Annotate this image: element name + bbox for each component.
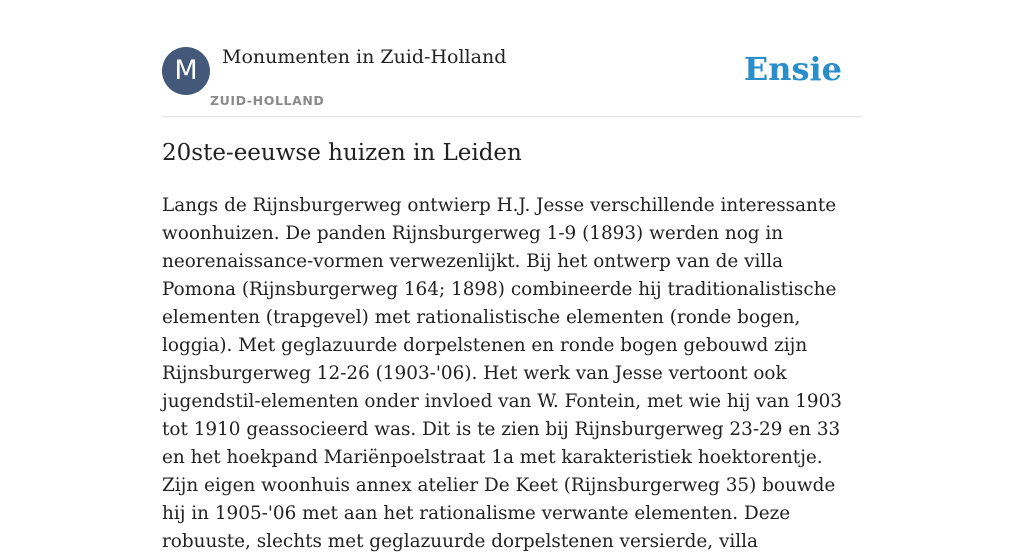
collection-title[interactable]: Monumenten in Zuid-Holland xyxy=(222,46,507,68)
collection-header xyxy=(162,0,862,117)
entry-body: Langs de Rijnsburgerweg ontwierp H.J. Jesse verschillende interessante woonhuizen. De panden Rijnsburgerweg 1-9 (1893) werden nog in neorenaissance-vormen verwezenlijkt. Bij het ontwerp van de villa Pomona (Rijnsburgerweg 164; 1898) combineerde hij traditionalistische elementen (trapgevel) met rationalistische elementen (ronde bogen, loggia). Met geglazuurde dorpelstenen en ronde bogen gebouwd zijn Rijnsburgerweg 12-26 (1903-'06). Het werk van Jesse vertoont ook jugendstil-elementen onder invloed van W. Fontein, met wie hij van 1903 tot 1910 geassocieerd was. Dit is te zien bij Rijnsburgerweg 23-29 en 33 en het hoekpand Mariënpoelstraat 1a met karakteristiek hoektorentje. Zijn eigen woonhuis annex atelier De Keet (Rijnsburgerweg 35) bouwde hij in 1905-'06 met aan het rationalisme verwante elementen. Deze robuuste, slechts met geglazuurde dorpelstenen versierde, villa xyxy=(162,195,843,552)
avatar[interactable]: M xyxy=(162,47,210,95)
collection-subtitle[interactable]: ZUID-HOLLAND xyxy=(210,93,325,108)
page xyxy=(162,0,862,552)
ensie-logo[interactable]: Ensie xyxy=(743,50,842,88)
entry-title: 20ste-eeuwse huizen in Leiden xyxy=(162,140,522,166)
